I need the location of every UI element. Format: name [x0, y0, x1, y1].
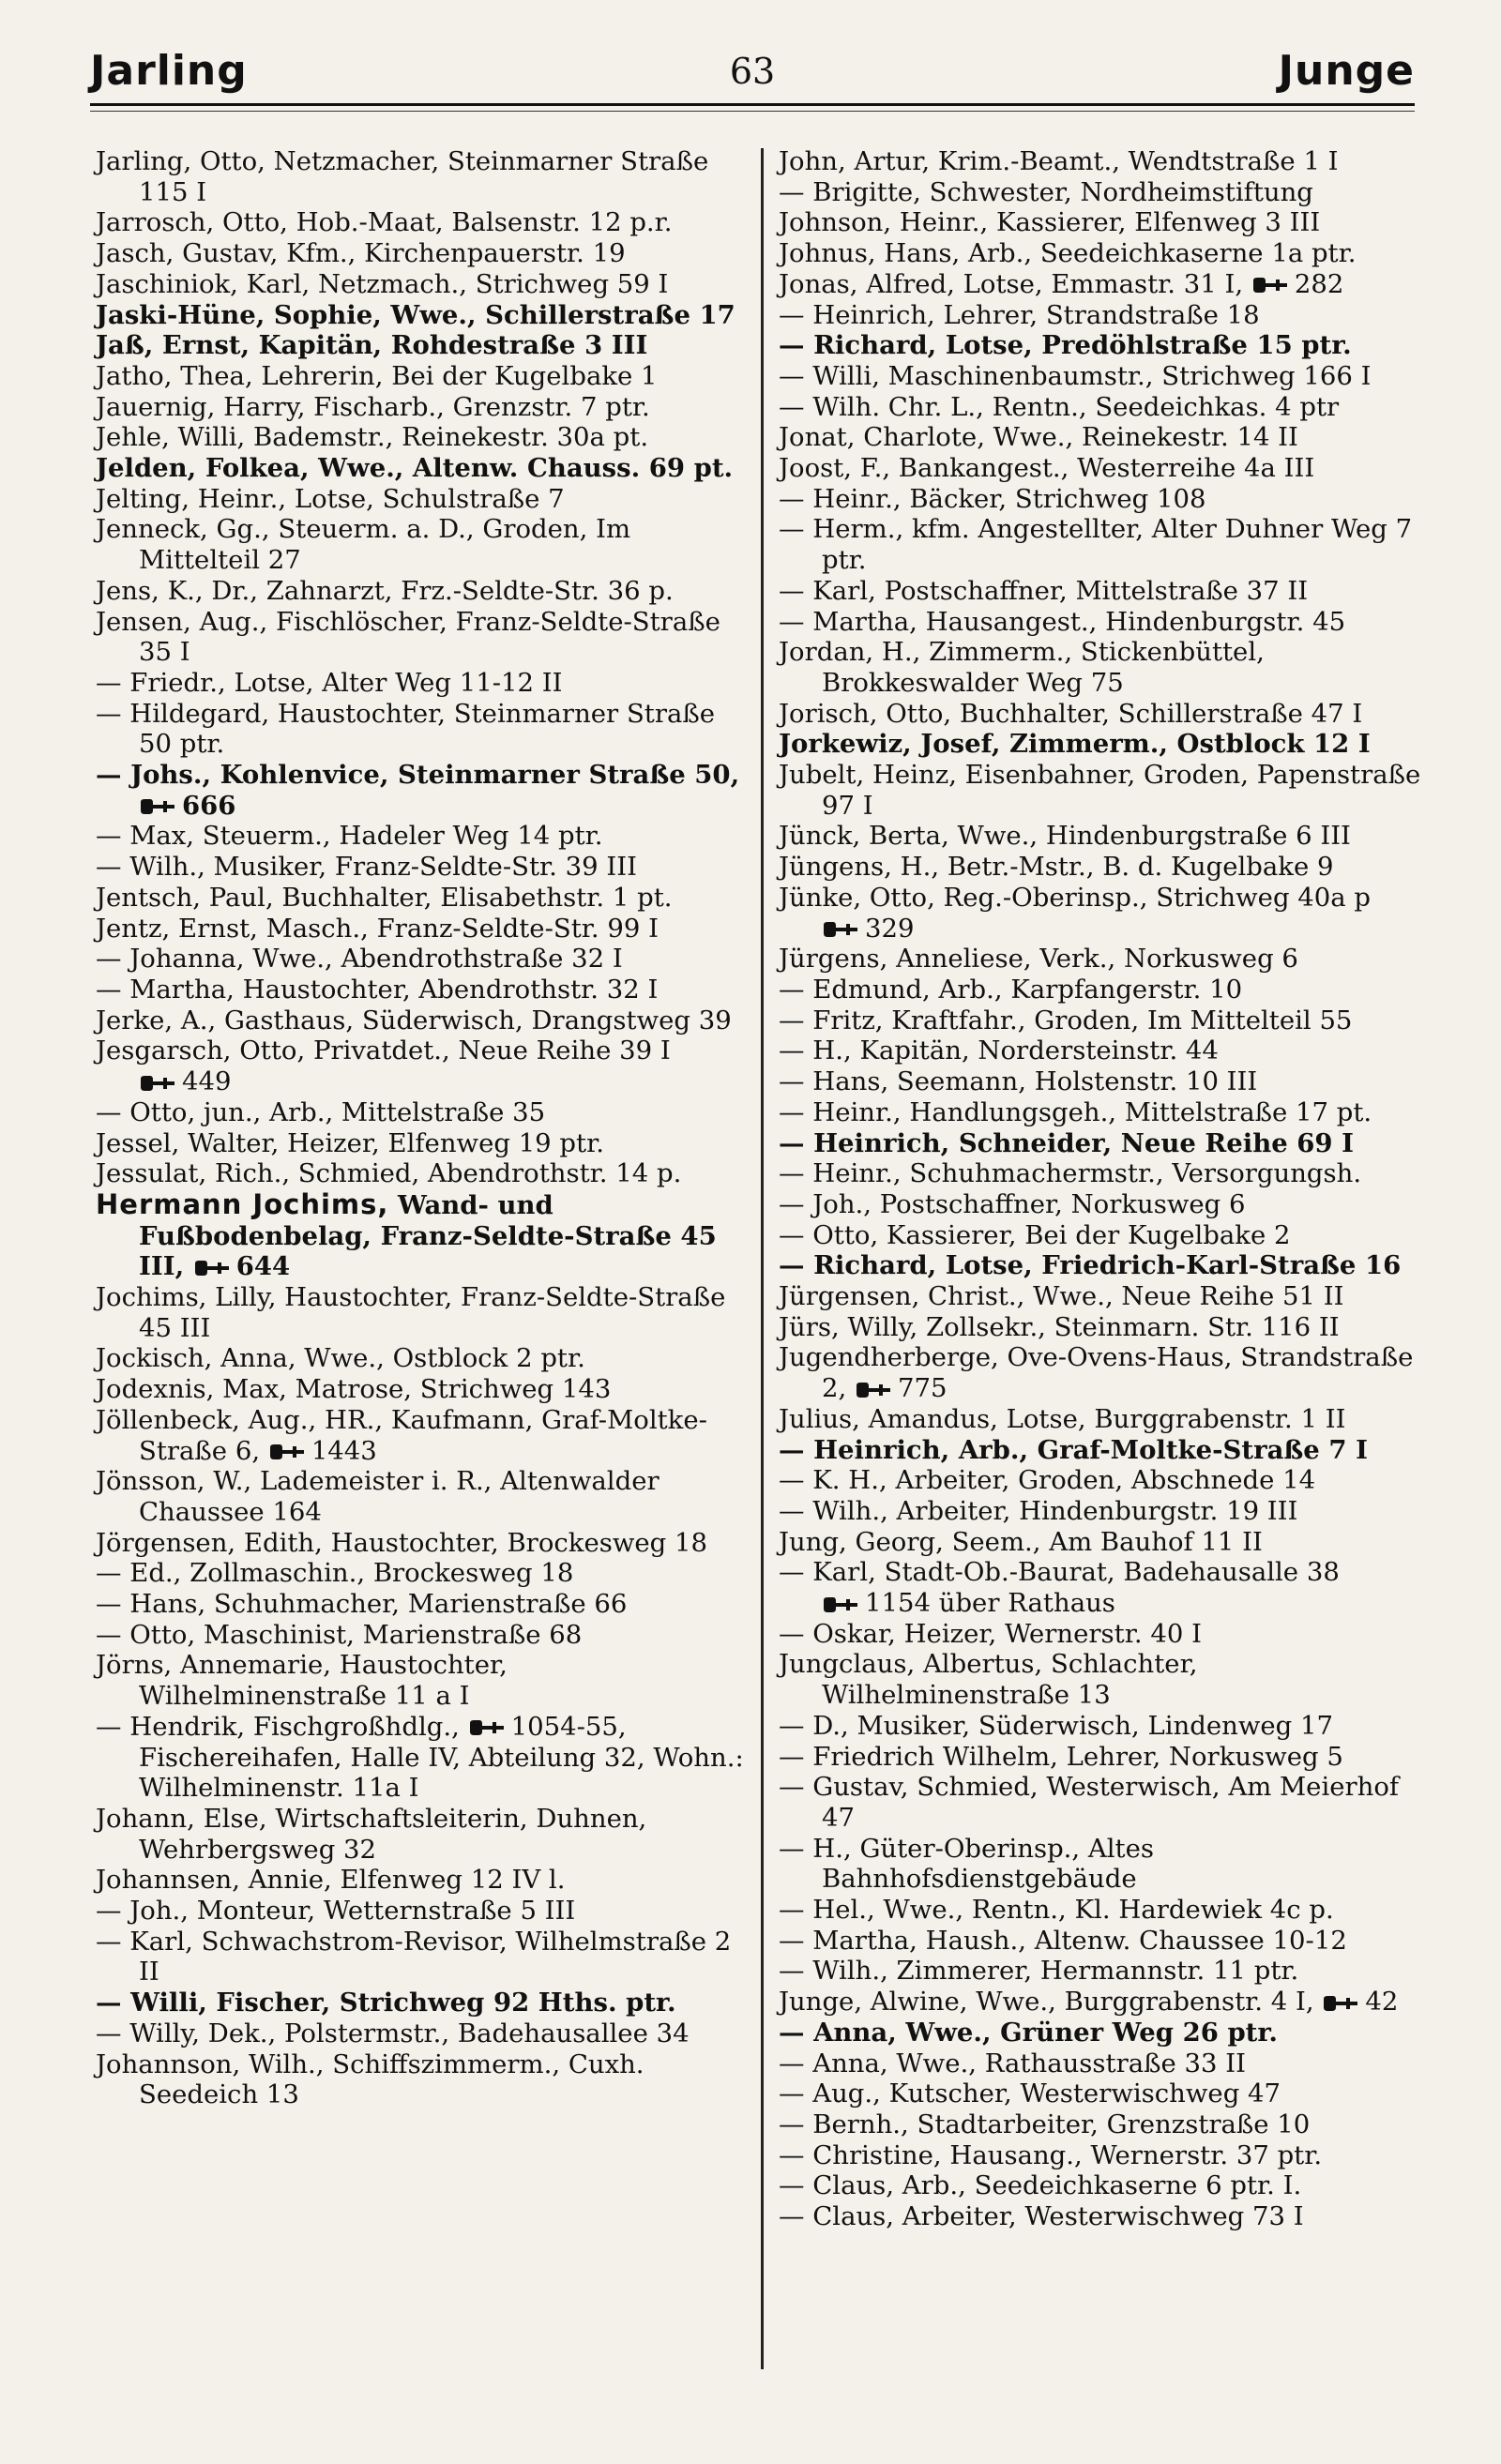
phone-number-text: 329 [865, 913, 915, 944]
entry-text: — Karl, Schwachstrom-Revisor, Wilhelmstraße 2 II [96, 1926, 732, 1988]
telephone-icon [855, 1383, 892, 1398]
right-column [779, 146, 1430, 2232]
directory-entry [779, 1128, 1430, 1159]
directory-entry [779, 1342, 1430, 1403]
entry-text: Johnson, Heinr., Kassierer, Elfenweg 3 III [779, 207, 1321, 238]
header-last-name: Junge [1278, 47, 1415, 95]
directory-entry [779, 2048, 1430, 2079]
directory-entry [96, 607, 752, 668]
phone-number-text: 775 [898, 1373, 948, 1404]
directory-entry [779, 729, 1430, 760]
telephone-icon [139, 1076, 176, 1091]
telephone-icon [268, 1444, 306, 1459]
entry-text: — Martha, Haustochter, Abendrothstr. 32 I [96, 974, 659, 1005]
entry-text: — Christine, Hausang., Wernerstr. 37 ptr. [779, 2139, 1323, 2170]
running-header [90, 47, 1415, 103]
directory-entry [96, 514, 752, 575]
directory-entry [779, 1557, 1430, 1618]
entry-text: Jaschiniok, Karl, Netzmach., Strichweg 59 I [96, 268, 669, 299]
entry-text: Jürgens, Anneliese, Verk., Norkusweg 6 [779, 944, 1298, 975]
entry-text: Jens, K., Dr., Zahnarzt, Frz.-Seldte-Str. 36 p. [96, 575, 674, 606]
entry-text: Jordan, H., Zimmerm., Stickenbüttel, Brokkeswalder Weg 75 [779, 637, 1265, 698]
directory-entry [779, 2201, 1430, 2232]
entry-text: Wand- und Fußbodenbelag, Franz-Seldte-Straße 45 III, [139, 1189, 717, 1282]
telephone-icon [139, 799, 176, 814]
directory-entry [779, 1742, 1430, 1773]
directory-entry [779, 975, 1430, 1005]
telephone-icon [822, 922, 859, 937]
entry-text: — Hans, Seemann, Holstenstr. 10 III [779, 1066, 1258, 1097]
directory-entry [96, 699, 752, 760]
entry-text: — Otto, jun., Arb., Mittelstraße 35 [96, 1096, 546, 1127]
directory-entry [96, 1343, 752, 1374]
directory-entry [96, 1589, 752, 1620]
entry-text: Jehle, Willi, Bademstr., Reinekestr. 30a pt. [96, 422, 649, 453]
entry-text: Jonas, Alfred, Lotse, Emmastr. 31 I, [779, 268, 1244, 299]
directory-entry [779, 821, 1430, 852]
entry-text: Joost, F., Bankangest., Westerreihe 4a III [779, 453, 1315, 484]
entry-text: — Otto, Maschinist, Marienstraße 68 [96, 1619, 583, 1650]
directory-entry [779, 361, 1430, 392]
directory-entry [779, 1220, 1430, 1251]
entry-text: Jenneck, Gg., Steuerm. a. D., Groden, Im Mittelteil 27 [96, 514, 631, 576]
entry-text: Jesgarsch, Otto, Privatdet., Neue Reihe 39 I [96, 1035, 671, 1066]
entry-text: — Joh., Monteur, Wetternstraße 5 III [96, 1896, 576, 1927]
entry-text: Jessel, Walter, Heizer, Elfenweg 19 ptr. [96, 1127, 604, 1158]
entry-text: — Wilh. Chr. L., Rentn., Seedeichkas. 4 ptr [779, 391, 1340, 422]
entry-text: Junge, Alwine, Wwe., Burggrabenstr. 4 I, [779, 1987, 1314, 2018]
directory-entry [779, 1834, 1430, 1895]
entry-text: Jung, Georg, Seem., Am Bauhof 11 II [779, 1526, 1263, 1557]
directory-entry [96, 1005, 752, 1036]
directory-entry [96, 914, 752, 945]
entry-text: Jentsch, Paul, Buchhalter, Elisabethstr. 1 pt. [96, 882, 673, 913]
phone-number [822, 914, 915, 944]
entry-text: Jorisch, Otto, Buchhalter, Schillerstraße 47 I [779, 698, 1363, 729]
directory-entry [96, 1528, 752, 1559]
entry-text: Johnus, Hans, Arb., Seedeichkaserne 1a ptr. [779, 238, 1357, 269]
directory-entry [779, 1005, 1430, 1036]
directory-entry [779, 1956, 1430, 1987]
phone-number-text: 1154 über Rathaus [865, 1588, 1115, 1619]
directory-entry [779, 2140, 1430, 2171]
directory-entry [96, 1865, 752, 1896]
directory-entry [779, 1619, 1430, 1650]
directory-entry [96, 1374, 752, 1405]
phone-number [855, 1373, 948, 1403]
directory-entry [779, 760, 1430, 821]
entry-text: Jungclaus, Albertus, Schlachter, Wilhelminenstraße 13 [779, 1649, 1198, 1711]
telephone-icon [1322, 1996, 1359, 2011]
directory-entry [96, 2018, 752, 2049]
entry-text: Jorkewiz, Josef, Zimmerm., Ostblock 12 I [779, 729, 1371, 760]
entry-text: Jünke, Otto, Reg.-Oberinsp., Strichweg 40a p [779, 882, 1372, 913]
entry-text: — Hendrik, Fischgroßhdlg., [96, 1711, 460, 1742]
phone-number [1322, 1987, 1398, 2017]
entry-text: — Claus, Arb., Seedeichkaserne 6 ptr. I. [779, 2170, 1302, 2201]
entry-text: — Oskar, Heizer, Wernerstr. 40 I [779, 1618, 1202, 1649]
entry-text: — Bernh., Stadtarbeiter, Grenzstraße 10 [779, 2109, 1311, 2139]
phone-number [193, 1251, 290, 1281]
entry-text: Jöllenbeck, Aug., HR., Kaufmann, Graf-Moltke-Straße 6, [96, 1404, 707, 1466]
telephone-icon [468, 1720, 506, 1735]
phone-number-text: 282 [1294, 268, 1344, 299]
entry-text: Jodexnis, Max, Matrose, Strichweg 143 [96, 1374, 612, 1405]
advertiser-name: Hermann Jochims, [96, 1187, 389, 1220]
entry-text: — Hildegard, Haustochter, Steinmarner Straße 50 ptr. [96, 698, 716, 760]
phone-number [139, 1066, 232, 1096]
entry-text: — Johanna, Wwe., Abendrothstraße 32 I [96, 944, 623, 975]
directory-entry [779, 883, 1430, 944]
entry-text: — Karl, Stadt-Ob.-Baurat, Badehausalle 38 [779, 1557, 1340, 1588]
directory-entry [779, 852, 1430, 883]
phone-number [468, 1712, 627, 1742]
entry-text: Jockisch, Anna, Wwe., Ostblock 2 ptr. [96, 1343, 585, 1374]
entry-text: — Wilh., Musiker, Franz-Seldte-Str. 39 III [96, 852, 637, 883]
directory-entry [779, 607, 1430, 638]
entry-text: — Brigitte, Schwester, Nordheimstiftung [779, 176, 1313, 207]
directory-entry [96, 1650, 752, 1711]
directory-entry [96, 422, 752, 453]
directory-entry [96, 1558, 752, 1589]
entry-text: — Claus, Arbeiter, Westerwischweg 73 I [779, 2201, 1304, 2232]
left-column [96, 146, 752, 2110]
entry-text: — Joh., Postschaffner, Norkusweg 6 [779, 1188, 1246, 1219]
entry-text: Jelting, Heinr., Lotse, Schulstraße 7 [96, 483, 565, 514]
directory-entry [96, 975, 752, 1005]
phone-number-text: 449 [182, 1066, 232, 1097]
entry-text: — Anna, Wwe., Grüner Weg 26 ptr. [779, 2017, 1278, 2048]
phone-number-text: 1443 [311, 1435, 377, 1466]
directory-entry [779, 1189, 1430, 1220]
entry-text: — Heinrich, Schneider, Neue Reihe 69 I [779, 1127, 1354, 1158]
entry-text: — Heinrich, Arb., Graf-Moltke-Straße 7 I [779, 1434, 1368, 1465]
directory-entry [779, 177, 1430, 208]
directory-entry [779, 2079, 1430, 2109]
directory-entry [779, 1926, 1430, 1957]
directory-entry [96, 576, 752, 607]
directory-entry [779, 1312, 1430, 1343]
entry-text: Jubelt, Heinz, Eisenbahner, Groden, Papenstraße 97 I [779, 760, 1421, 821]
entry-text: — Richard, Lotse, Predöhlstraße 15 ptr. [779, 330, 1352, 361]
entry-text: Jarrosch, Otto, Hob.-Maat, Balsenstr. 12 p.r. [96, 207, 673, 238]
directory-entry [779, 1281, 1430, 1312]
directory-entry [779, 484, 1430, 515]
entry-text: — Willi, Fischer, Strichweg 92 Hths. ptr. [96, 1988, 676, 2018]
directory-entry [96, 1988, 752, 2018]
directory-entry [779, 1772, 1430, 1833]
entry-text: — Heinr., Bäcker, Strichweg 108 [779, 483, 1206, 514]
entry-text: — Heinrich, Lehrer, Strandstraße 18 [779, 299, 1260, 330]
header-rule-thin [90, 111, 1415, 112]
entry-text: Jüngens, H., Betr.-Mstr., B. d. Kugelbake 9 [779, 852, 1334, 883]
phone-number [268, 1436, 377, 1466]
entry-text: — Heinr., Schuhmachermstr., Versorgungsh. [779, 1158, 1362, 1189]
entry-text: Jatho, Thea, Lehrerin, Bei der Kugelbake 1 [96, 360, 658, 391]
directory-entry [96, 852, 752, 883]
directory-entry [96, 760, 752, 821]
directory-entry [96, 1466, 752, 1527]
entry-text: Jerke, A., Gasthaus, Süderwisch, Drangstweg 39 [96, 1005, 732, 1035]
directory-entry [96, 1128, 752, 1159]
directory-entry [779, 392, 1430, 423]
phone-number-text: 1054-55, [510, 1711, 627, 1742]
directory-entry [779, 1527, 1430, 1558]
entry-text: — Martha, Haush., Altenw. Chaussee 10-12 [779, 1925, 1347, 1956]
phone-number [139, 791, 235, 821]
directory-entry [96, 484, 752, 515]
telephone-icon [1251, 278, 1289, 293]
directory-entry [779, 207, 1430, 238]
directory-entry [779, 637, 1430, 698]
page-number: 63 [729, 51, 776, 92]
telephone-icon [193, 1261, 231, 1276]
directory-entry [779, 300, 1430, 331]
entry-text: Jensen, Aug., Fischlöscher, Franz-Seldte-Straße 35 I [96, 606, 720, 668]
directory-entry [779, 1066, 1430, 1097]
entry-text: — Willi, Maschinenbaumstr., Strichweg 166 I [779, 360, 1372, 391]
entry-text: — Friedr., Lotse, Alter Weg 11-12 II [96, 667, 563, 698]
directory-entry [96, 1896, 752, 1927]
entry-text: — Karl, Postschaffner, Mittelstraße 37 II [779, 575, 1309, 606]
entry-text: — Ed., Zollmaschin., Brockesweg 18 [96, 1558, 574, 1589]
directory-entry [779, 269, 1430, 300]
entry-text: Jarling, Otto, Netzmacher, Steinmarner Straße 115 I [96, 146, 709, 207]
directory-entry [779, 944, 1430, 975]
directory-entry [96, 361, 752, 392]
directory-entry [779, 1465, 1430, 1496]
directory-entry [779, 1649, 1430, 1710]
directory-entry [779, 514, 1430, 575]
directory-entry [96, 883, 752, 914]
phone-number [822, 1588, 1115, 1618]
entry-text: Jörns, Annemarie, Haustochter, Wilhelminenstraße 11 a I [96, 1650, 508, 1712]
directory-entry [779, 1435, 1430, 1466]
directory-entry [96, 821, 752, 852]
entry-text: — Fritz, Kraftfahr., Groden, Im Mittelteil 55 [779, 1005, 1353, 1035]
entry-text: Jürs, Willy, Zollsekr., Steinmarn. Str. 116 II [779, 1311, 1340, 1342]
entry-text: — Heinr., Handlungsgeh., Mittelstraße 17 pt. [779, 1096, 1372, 1127]
directory-entry [96, 1035, 752, 1096]
entry-text: Jünck, Berta, Wwe., Hindenburgstraße 6 III [779, 821, 1351, 852]
directory-entry [779, 2018, 1430, 2048]
directory-entry [96, 146, 752, 207]
directory-entry [779, 1097, 1430, 1128]
entry-text: Jauernig, Harry, Fischarb., Grenzstr. 7 ptr. [96, 391, 650, 422]
entry-text: John, Artur, Krim.-Beamt., Wendtstraße 1 I [779, 146, 1339, 176]
directory-entry [96, 269, 752, 300]
entry-text: — Wilh., Arbeiter, Hindenburgstr. 19 III [779, 1495, 1298, 1526]
directory-entry [779, 238, 1430, 269]
entry-text: — H., Güter-Oberinsp., Altes Bahnhofsdienstgebäude [779, 1833, 1154, 1895]
entry-text: — Anna, Wwe., Rathausstraße 33 II [779, 2048, 1246, 2079]
entry-text: Johannsen, Annie, Elfenweg 12 IV l. [96, 1865, 566, 1896]
phone-number-text: 42 [1365, 1987, 1399, 2018]
entry-text: Julius, Amandus, Lotse, Burggrabenstr. 1 II [779, 1403, 1346, 1434]
directory-entry [96, 1097, 752, 1128]
entry-text: — Aug., Kutscher, Westerwischweg 47 [779, 2079, 1281, 2109]
directory-entry [96, 330, 752, 361]
advertisement-entry [96, 1189, 752, 1282]
entry-text: — Otto, Kassierer, Bei der Kugelbake 2 [779, 1219, 1291, 1250]
directory-entry [96, 392, 752, 423]
entry-text: — Gustav, Schmied, Westerwisch, Am Meierhof 47 [779, 1772, 1400, 1833]
directory-entry [96, 300, 752, 331]
entry-text: Jochims, Lilly, Haustochter, Franz-Seldte-Straße 45 III [96, 1282, 726, 1343]
entry-text: Jürgensen, Christ., Wwe., Neue Reihe 51 II [779, 1281, 1344, 1312]
entry-text: Johannson, Wilh., Schiffszimmerm., Cuxh. Seedeich 13 [96, 2048, 644, 2110]
directory-entry [779, 422, 1430, 453]
directory-entry [779, 453, 1430, 484]
header-first-name: Jarling [90, 47, 248, 95]
directory-entry [779, 1158, 1430, 1189]
directory-entry [96, 1712, 752, 1804]
entry-text: — Hel., Wwe., Rentn., Kl. Hardewiek 4c p. [779, 1895, 1334, 1926]
directory-entry [779, 1895, 1430, 1926]
phone-number-text: 644 [235, 1251, 291, 1282]
directory-entry [779, 1496, 1430, 1527]
phone-number-text: 666 [182, 790, 236, 821]
directory-entry [96, 1405, 752, 1466]
entry-text: — K. H., Arbeiter, Groden, Abschnede 14 [779, 1465, 1316, 1496]
directory-entry [779, 699, 1430, 730]
directory-entry [779, 330, 1430, 361]
entry-text: Jentz, Ernst, Masch., Franz-Seldte-Str. 99 I [96, 913, 659, 944]
column-divider [761, 148, 764, 2369]
entry-text: — Friedrich Wilhelm, Lehrer, Norkusweg 5 [779, 1741, 1343, 1772]
entry-text: — Edmund, Arb., Karpfangerstr. 10 [779, 974, 1243, 1005]
directory-entry [96, 207, 752, 238]
entry-text: Jaski-Hüne, Sophie, Wwe., Schillerstraße 17 [96, 299, 735, 330]
directory-entry [96, 453, 752, 484]
directory-entry [779, 2109, 1430, 2140]
directory-entry [96, 1927, 752, 1988]
directory-entry [96, 1804, 752, 1865]
entry-text: — Johs., Kohlenvice, Steinmarner Straße 50, [96, 760, 740, 791]
phone-number [1251, 269, 1344, 299]
entry-text: — Herm., kfm. Angestellter, Alter Duhner Weg 7 ptr. [779, 514, 1413, 576]
entry-text: — Wilh., Zimmerer, Hermannstr. 11 ptr. [779, 1956, 1299, 1987]
directory-entry [779, 146, 1430, 177]
entry-text: — Max, Steuerm., Hadeler Weg 14 ptr. [96, 821, 603, 852]
entry-text: Jasch, Gustav, Kfm., Kirchenpauerstr. 19 [96, 238, 626, 269]
entry-text: — Martha, Hausangest., Hindenburgstr. 45 [779, 606, 1346, 637]
directory-entry [96, 2049, 752, 2110]
directory-entry [96, 1620, 752, 1651]
telephone-icon [822, 1597, 859, 1612]
entry-text: Jaß, Ernst, Kapitän, Rohdestraße 3 III [96, 330, 648, 361]
directory-entry [779, 2170, 1430, 2201]
directory-entry [779, 1987, 1430, 2018]
directory-entry [96, 668, 752, 699]
entry-text: Jessulat, Rich., Schmied, Abendrothstr. 14 p. [96, 1158, 682, 1189]
entry-text: Johann, Else, Wirtschaftsleiterin, Duhnen, Wehrbergsweg 32 [96, 1803, 647, 1865]
entry-text: Jönsson, W., Lademeister i. R., Altenwalder Chaussee 164 [96, 1466, 660, 1527]
entry-text: — D., Musiker, Süderwisch, Lindenweg 17 [779, 1710, 1333, 1741]
entry-text: — Hans, Schuhmacher, Marienstraße 66 [96, 1589, 628, 1620]
entry-text: Jugendherberge, Ove-Ovens-Haus, Strandstraße 2, [779, 1342, 1414, 1404]
directory-entry [779, 1711, 1430, 1742]
directory-entry [779, 1035, 1430, 1066]
entry-continuation: Fischereihafen, Halle IV, Abteilung 32, Wohn.: Wilhelminenstr. 11a I [139, 1742, 744, 1804]
directory-entry [779, 1404, 1430, 1435]
directory-entry [779, 1250, 1430, 1281]
entry-text: Jonat, Charlote, Wwe., Reinekestr. 14 II [779, 422, 1298, 453]
directory-entry [96, 1158, 752, 1189]
entry-text: Jelden, Folkea, Wwe., Altenw. Chauss. 69 pt. [96, 453, 734, 484]
entry-text: — Willy, Dek., Polstermstr., Badehausallee 34 [96, 2018, 690, 2048]
header-rule [90, 103, 1415, 106]
entry-text: — Richard, Lotse, Friedrich-Karl-Straße 16 [779, 1250, 1402, 1281]
directory-entry [96, 944, 752, 975]
directory-entry [96, 1282, 752, 1343]
directory-entry [779, 576, 1430, 607]
entry-text: Jörgensen, Edith, Haustochter, Brockesweg 18 [96, 1527, 707, 1558]
entry-text: — H., Kapitän, Nordersteinstr. 44 [779, 1035, 1219, 1066]
directory-entry [96, 238, 752, 269]
